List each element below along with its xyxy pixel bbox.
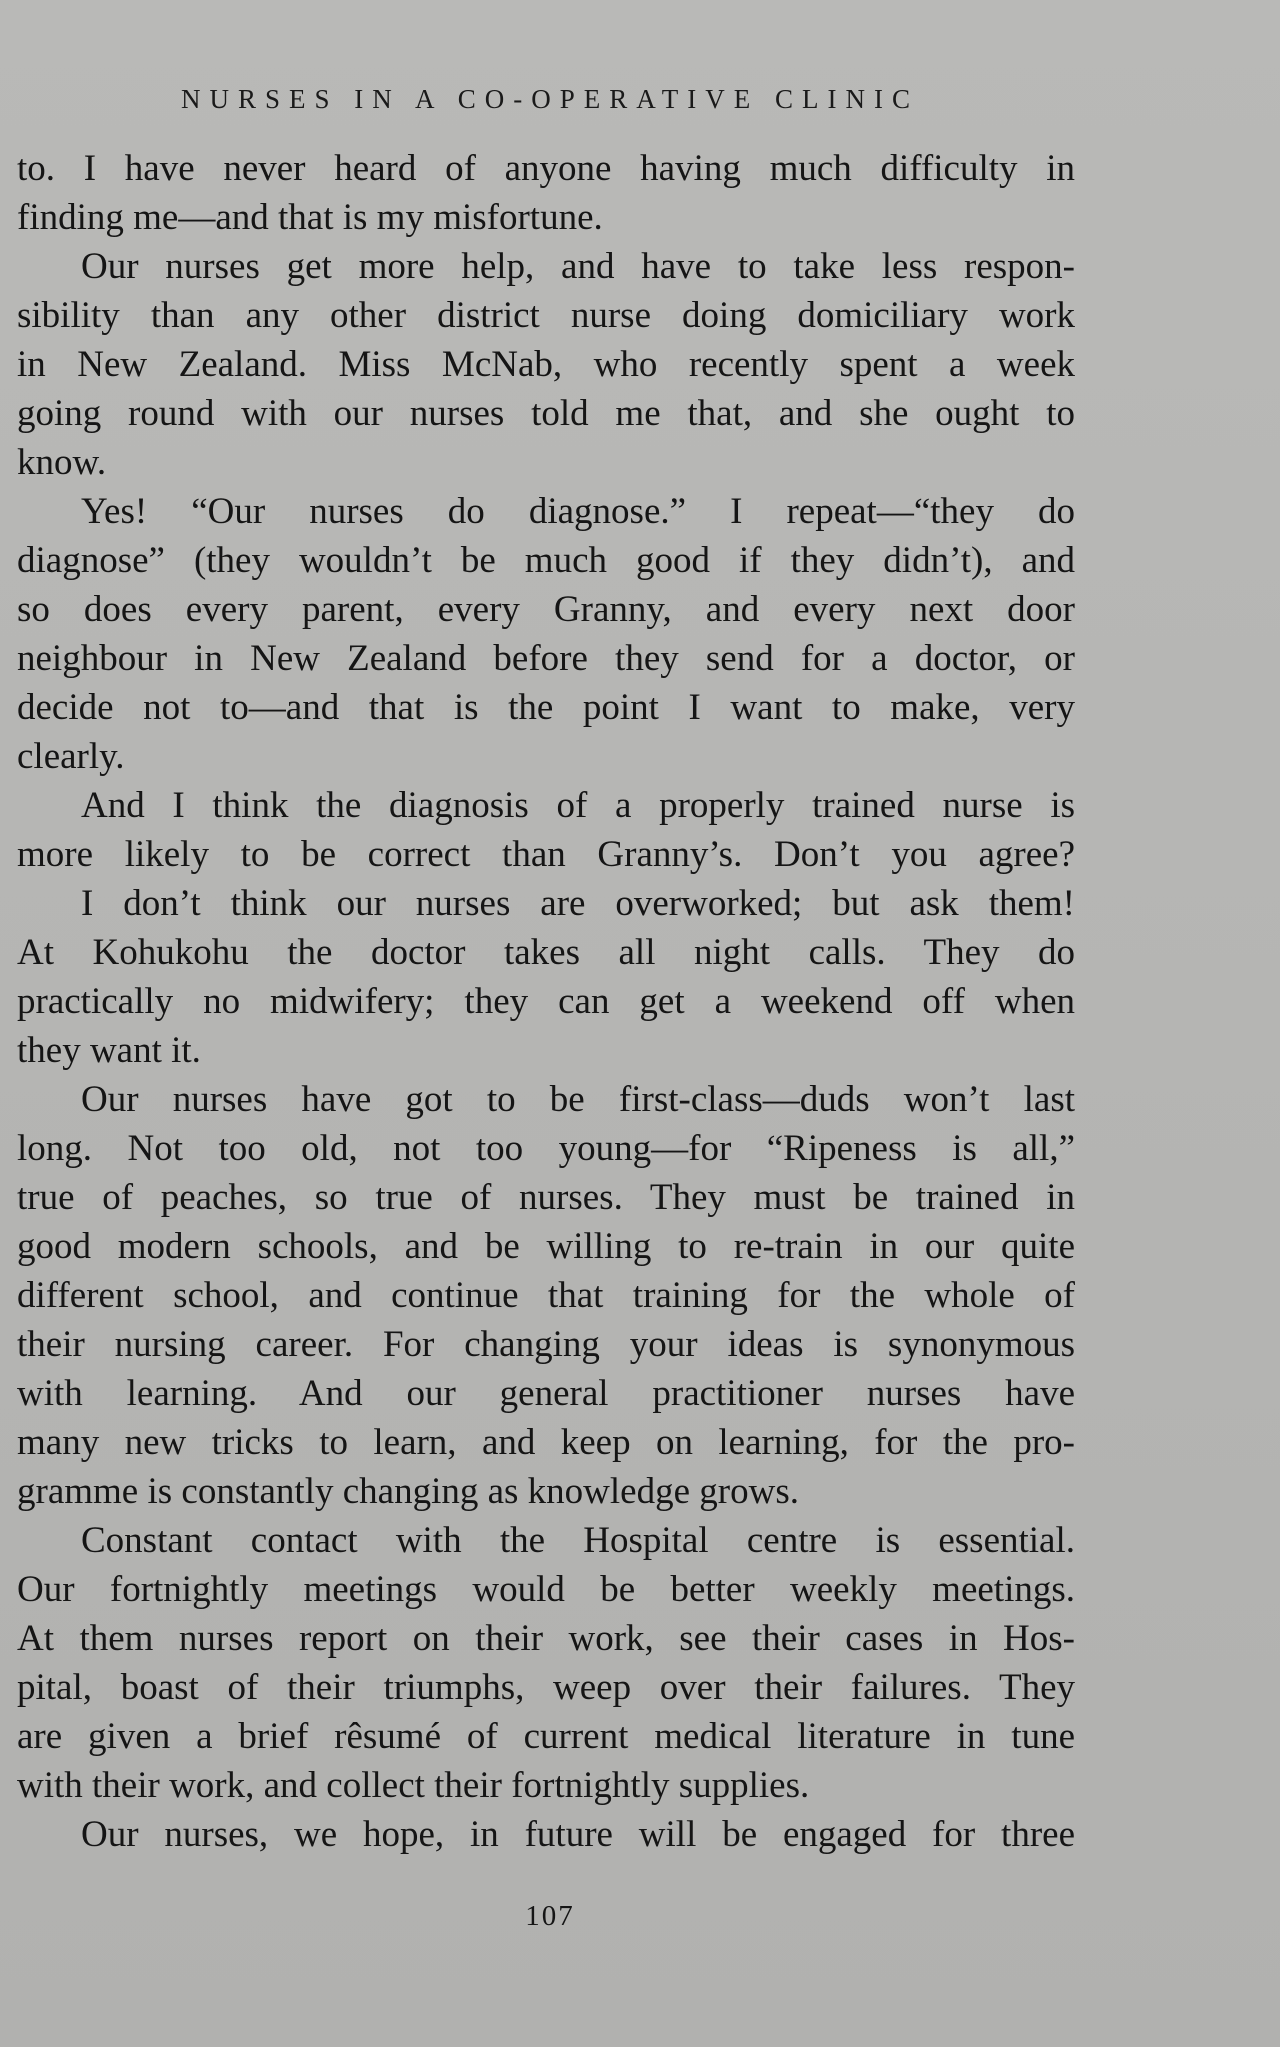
text-line: are given a brief rêsumé of current medical literature in tune xyxy=(17,1716,1075,1757)
text-line: more likely to be correct than Granny’s. Don’t you agree? xyxy=(17,834,1075,875)
text-line: finding me—and that is my misfortune. xyxy=(17,197,603,238)
text-line: they want it. xyxy=(17,1030,201,1071)
text-line: gramme is constantly changing as knowledge grows. xyxy=(17,1471,799,1512)
text-line: practically no midwifery; they can get a weekend off when xyxy=(17,981,1075,1022)
text-line: with learning. And our general practitioner nurses have xyxy=(17,1373,1075,1414)
running-head: NURSES IN A CO-OPERATIVE CLINIC xyxy=(180,84,920,114)
text-line: different school, and continue that training for the whole of xyxy=(17,1275,1075,1316)
text-line: in New Zealand. Miss McNab, who recently spent a week xyxy=(17,344,1075,385)
text-line: long. Not too old, not too young—for “Ripeness is all,” xyxy=(17,1128,1075,1169)
text-line: know. xyxy=(17,442,107,483)
text-line: At Kohukohu the doctor takes all night calls. They do xyxy=(17,932,1075,973)
text-line: I don’t think our nurses are overworked; but ask them! xyxy=(81,883,1075,924)
page-number: 107 xyxy=(525,1900,575,1932)
text-line: Our nurses get more help, and have to take less respon- xyxy=(81,246,1075,287)
body-text xyxy=(17,144,1075,1859)
text-line: And I think the diagnosis of a properly trained nurse is xyxy=(81,785,1075,826)
text-line: so does every parent, every Granny, and every next door xyxy=(17,589,1075,630)
text-line: clearly. xyxy=(17,736,125,777)
text-line: Our fortnightly meetings would be better weekly meetings. xyxy=(17,1569,1075,1610)
text-line: Constant contact with the Hospital centre is essential. xyxy=(81,1520,1075,1561)
text-line: pital, boast of their triumphs, weep over their failures. They xyxy=(17,1667,1075,1708)
text-line: sibility than any other district nurse doing domiciliary work xyxy=(17,295,1075,336)
text-line: true of peaches, so true of nurses. They must be trained in xyxy=(17,1177,1075,1218)
text-line: neighbour in New Zealand before they send for a doctor, or xyxy=(17,638,1075,679)
text-line: diagnose” (they wouldn’t be much good if they didn’t), and xyxy=(17,540,1075,581)
text-line: Our nurses have got to be first-class—duds won’t last xyxy=(81,1079,1075,1120)
text-line: with their work, and collect their fortnightly supplies. xyxy=(17,1765,810,1806)
text-line: decide not to—and that is the point I want to make, very xyxy=(17,687,1075,728)
text-line: going round with our nurses told me that, and she ought to xyxy=(17,393,1075,434)
text-line: many new tricks to learn, and keep on learning, for the pro- xyxy=(17,1422,1075,1463)
text-line: Our nurses, we hope, in future will be engaged for three xyxy=(81,1814,1075,1855)
text-line: good modern schools, and be willing to re-train in our quite xyxy=(17,1226,1075,1267)
text-line: to. I have never heard of anyone having much difficulty in xyxy=(17,148,1075,189)
text-line: At them nurses report on their work, see their cases in Hos- xyxy=(17,1618,1075,1659)
text-line: Yes! “Our nurses do diagnose.” I repeat—“they do xyxy=(81,491,1075,532)
text-line: their nursing career. For changing your ideas is synonymous xyxy=(17,1324,1075,1365)
